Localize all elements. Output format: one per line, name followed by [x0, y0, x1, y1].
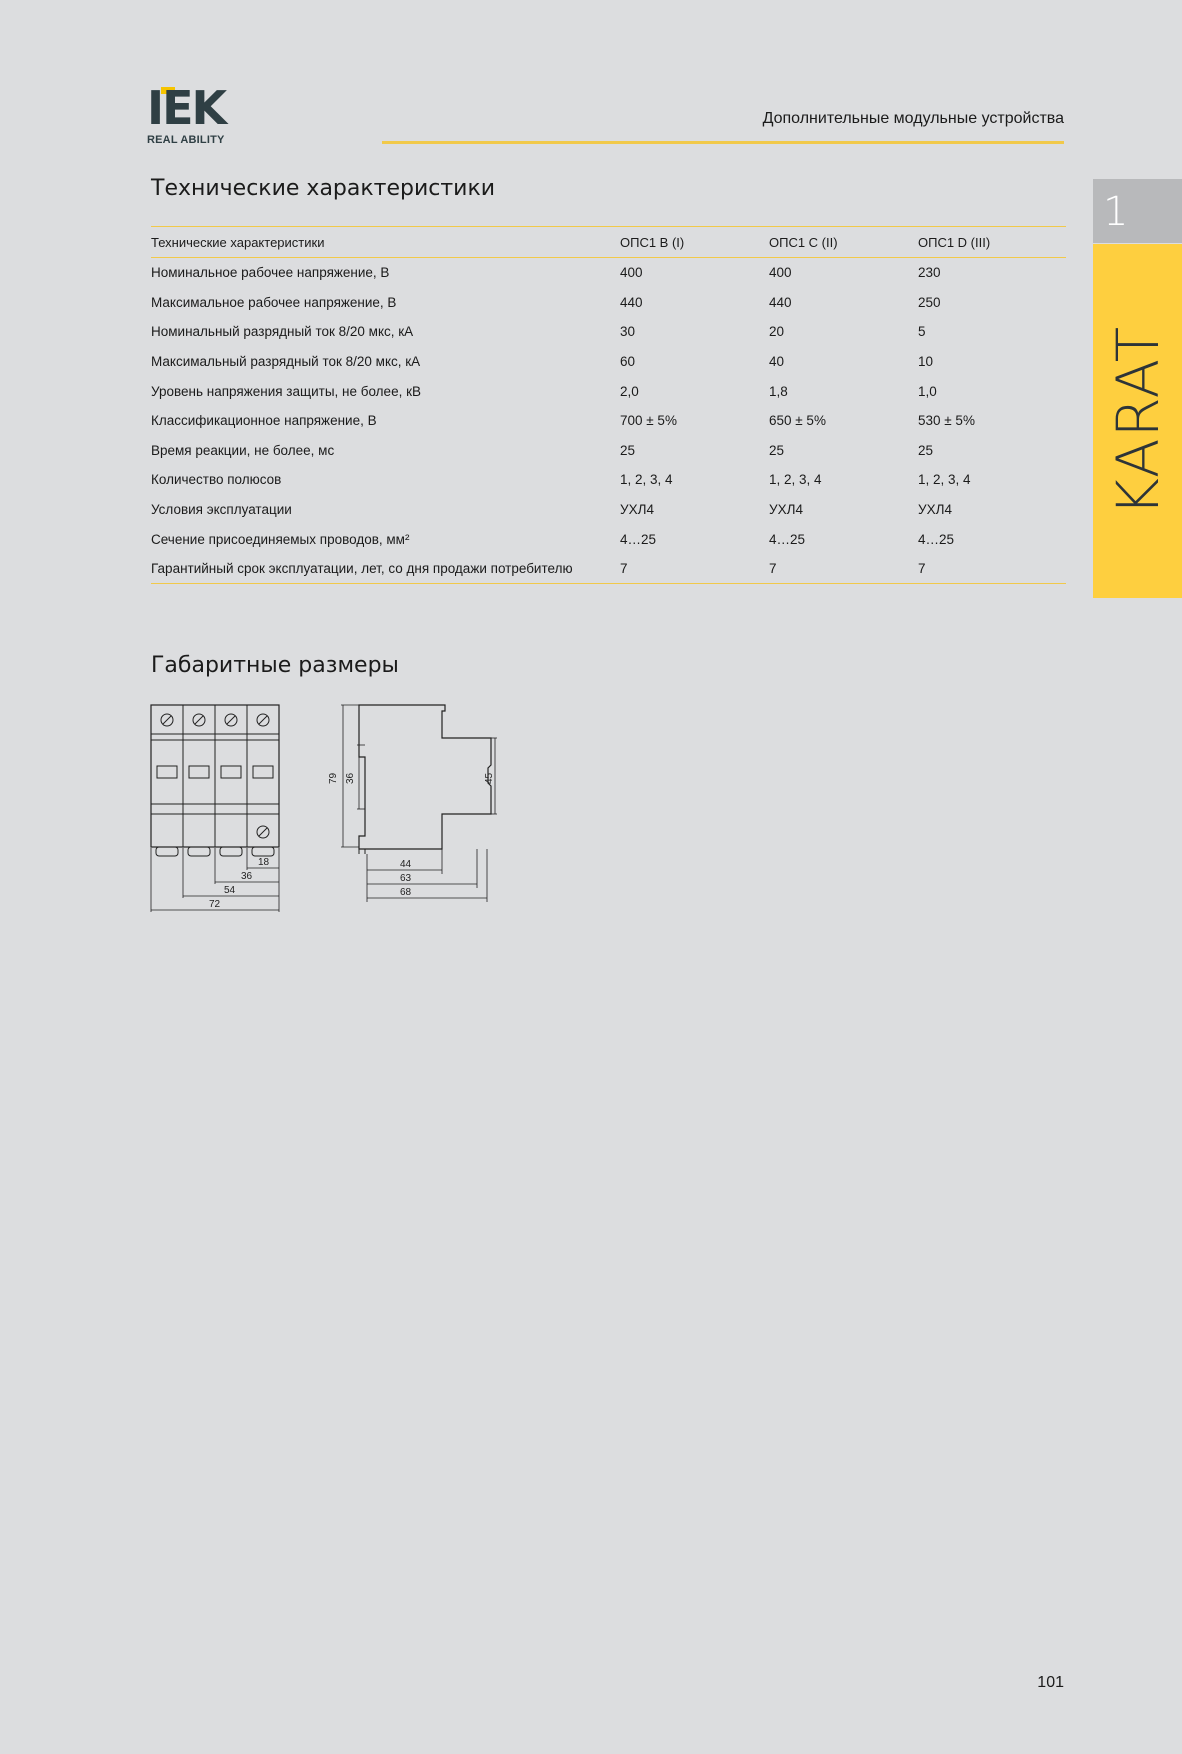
spec-name-cell: Сечение присоединяемых проводов, мм² [151, 531, 410, 547]
column-header: ОПС1 B (I) [620, 227, 769, 258]
spec-value-cell: УХЛ4 [620, 502, 654, 518]
spec-value-cell: 1, 2, 3, 4 [620, 472, 673, 488]
dim-label-63: 63 [400, 873, 412, 884]
front-view [151, 705, 279, 912]
spec-row [151, 436, 1066, 466]
spec-row [151, 258, 1066, 288]
spec-row [151, 554, 1066, 584]
spec-value-cell: 530 ± 5% [918, 413, 975, 429]
dim-label-36: 36 [241, 871, 253, 882]
column-header: Технические характеристики [151, 227, 620, 258]
spec-name-cell: Количество полюсов [151, 472, 282, 488]
spec-value-cell: 25 [769, 442, 785, 458]
spec-value-cell: УХЛ4 [918, 502, 952, 518]
side-view [328, 705, 497, 902]
spec-value-cell: 7 [620, 554, 769, 584]
iek-logo [147, 81, 227, 147]
chapter-number: 1 [1103, 189, 1129, 235]
spec-name-cell: Классификационное напряжение, В [151, 413, 377, 429]
spec-value-cell: 1, 2, 3, 4 [918, 472, 971, 488]
spec-name-cell: Условия эксплуатации [151, 502, 292, 518]
spec-row [151, 347, 1066, 377]
spec-value-cell: 4…25 [918, 531, 955, 547]
spec-value-cell: 20 [769, 324, 785, 340]
spec-name-cell: Максимальный разрядный ток 8/20 мкс, кА [151, 354, 421, 370]
dim-label-79: 79 [328, 772, 339, 784]
spec-row [151, 288, 1066, 318]
dim-label-54: 54 [224, 885, 236, 896]
specs-heading: Технические характеристики [151, 176, 496, 201]
dimensions-heading: Габаритные размеры [151, 653, 399, 678]
spec-value-cell: 1,8 [769, 383, 788, 399]
spec-name-cell: Номинальное рабочее напряжение, В [151, 265, 390, 281]
specs-header-row [151, 227, 1066, 258]
spec-value-cell: 400 [769, 265, 792, 281]
spec-value-cell: 700 ± 5% [620, 413, 677, 429]
spec-value-cell: 650 ± 5% [769, 413, 826, 429]
spec-value-cell: 1, 2, 3, 4 [769, 472, 822, 488]
spec-name-cell: Номинальный разрядный ток 8/20 мкс, кА [151, 324, 414, 340]
spec-value-cell: 7 [918, 554, 1066, 584]
spec-row [151, 524, 1066, 554]
spec-name-cell: Гарантийный срок эксплуатации, лет, со дня продажи потребителю [151, 554, 620, 584]
column-header: ОПС1 D (III) [918, 227, 1066, 258]
spec-value-cell: 4…25 [769, 531, 806, 547]
spec-row [151, 465, 1066, 495]
spec-value-cell: 5 [918, 324, 926, 340]
chapter-number-tab [1093, 179, 1182, 243]
spec-value-cell: 25 [620, 442, 636, 458]
section-tab-label: KARAT [1103, 325, 1172, 517]
header-divider [382, 141, 1064, 144]
logo-mark: IEK [147, 81, 226, 135]
dim-label-44: 44 [400, 859, 412, 870]
spec-name-cell: Уровень напряжения защиты, не более, кВ [151, 383, 421, 399]
dimension-drawing [148, 702, 508, 922]
dim-label-68: 68 [400, 887, 412, 898]
spec-row [151, 406, 1066, 436]
spec-value-cell: 2,0 [620, 383, 639, 399]
spec-value-cell: 400 [620, 265, 643, 281]
spec-value-cell: 10 [918, 354, 934, 370]
dim-label-45: 45 [484, 772, 495, 784]
spec-value-cell: 30 [620, 324, 636, 340]
section-header-title: Дополнительные модульные устройства [762, 110, 1064, 127]
spec-value-cell: 60 [620, 354, 636, 370]
spec-value-cell: 230 [918, 265, 941, 281]
spec-value-cell: 25 [918, 442, 934, 458]
spec-value-cell: 4…25 [620, 531, 657, 547]
dim-label-36-side: 36 [345, 772, 356, 784]
spec-value-cell: 7 [769, 554, 918, 584]
page-number: 101 [1037, 1674, 1064, 1691]
spec-value-cell: 1,0 [918, 383, 937, 399]
spec-value-cell: УХЛ4 [769, 502, 803, 518]
spec-value-cell: 40 [769, 354, 785, 370]
spec-value-cell: 440 [620, 294, 643, 310]
column-header: ОПС1 C (II) [769, 227, 918, 258]
spec-row [151, 317, 1066, 347]
spec-name-cell: Максимальное рабочее напряжение, В [151, 294, 397, 310]
specs-table [151, 226, 1066, 584]
spec-row [151, 376, 1066, 406]
spec-name-cell: Время реакции, не более, мс [151, 442, 335, 458]
spec-value-cell: 440 [769, 294, 792, 310]
spec-row [151, 495, 1066, 525]
spec-value-cell: 250 [918, 294, 941, 310]
dim-label-18: 18 [258, 857, 270, 868]
section-tab [1093, 244, 1182, 598]
dim-label-72: 72 [209, 899, 221, 910]
logo-tagline: REAL ABILITY [147, 134, 225, 146]
